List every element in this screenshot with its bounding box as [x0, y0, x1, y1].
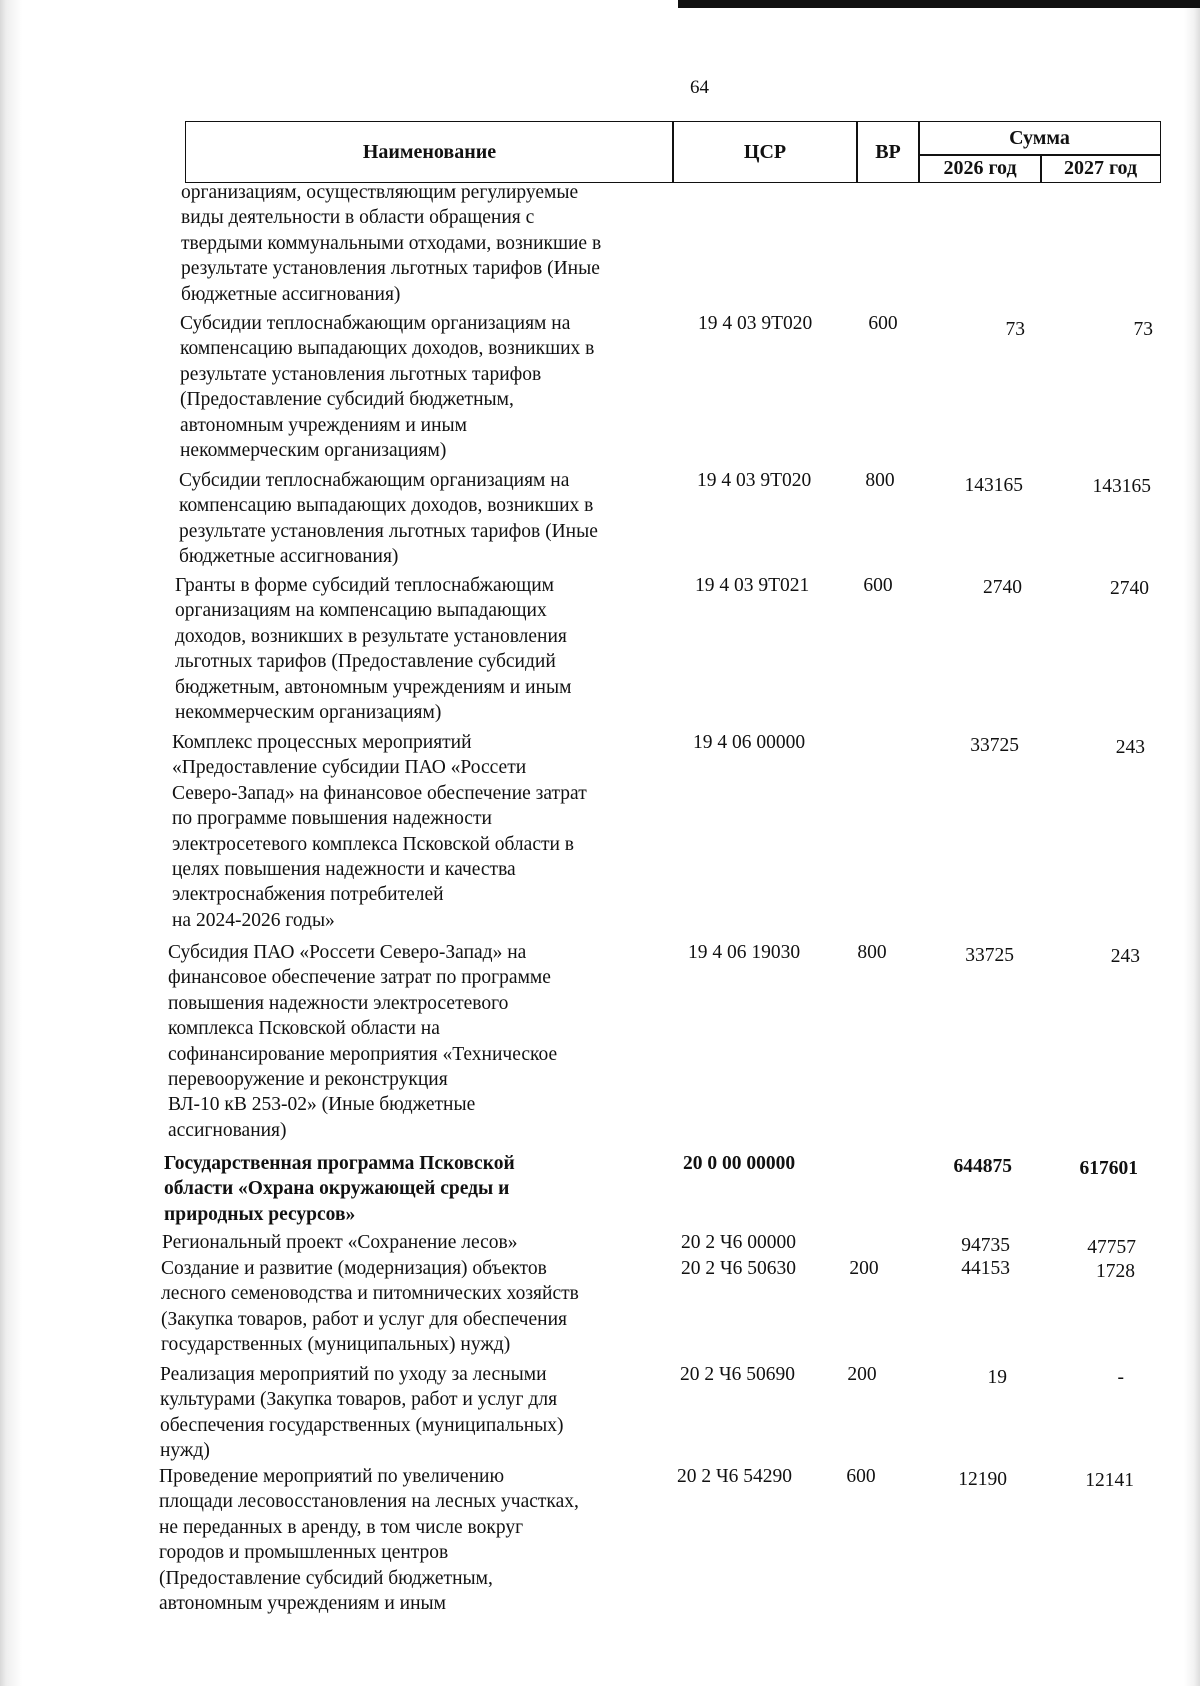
row-name-line: природных ресурсов» [164, 1203, 356, 1225]
row-vr: 600 [863, 575, 893, 596]
row-csr: 19 4 03 9Т021 [695, 575, 810, 596]
header-csr-cell [672, 121, 858, 183]
row-sum-2026: 19 [987, 1367, 1007, 1388]
header-year1-cell [918, 154, 1042, 183]
header-year2-cell [1040, 154, 1161, 183]
row-sum-2026: 2740 [983, 577, 1022, 598]
row-vr: 600 [846, 1466, 876, 1487]
header-year1: 2026 год [943, 157, 1017, 179]
row-name-line: Комплекс процессных мероприятий [172, 732, 472, 753]
row-sum-2027: 12141 [1085, 1470, 1134, 1491]
row-name-line: Субсидии теплоснабжающим организациям на [180, 313, 571, 334]
row-name [179, 468, 598, 570]
header-csr: ЦСР [743, 140, 787, 163]
row-name-line: электросетевого комплекса Псковской области в [172, 833, 575, 855]
row-name-line: электроснабжения потребителей [172, 884, 444, 906]
row-sum-2027: 143165 [1092, 476, 1151, 497]
row-name-line: на 2024-2026 годы» [172, 909, 335, 931]
row-name [160, 1362, 564, 1464]
row-sum-2026: 33725 [965, 945, 1014, 966]
row-sum-2027: - [1117, 1367, 1124, 1388]
row-name-line: компенсацию выпадающих доходов, возникших в [180, 338, 595, 360]
row-sum-2027: 243 [1115, 737, 1145, 758]
row-name-line: льготных тарифов (Предоставление субсидий [175, 651, 556, 673]
row-name-line: бюджетные ассигнования) [179, 546, 399, 568]
row-sum-2027: 617601 [1079, 1158, 1138, 1179]
row-name-line: софинансирование мероприятия «Техническое [168, 1043, 558, 1065]
row-name-line: результате установления льготных тарифов [180, 363, 542, 385]
row-sum-2027: 2740 [1110, 578, 1149, 599]
row-sum-2027: 243 [1110, 946, 1140, 967]
row-name [181, 180, 601, 307]
row-vr: 200 [849, 1258, 879, 1279]
row-name-line: результате установления льготных тарифов (Иные [181, 258, 600, 280]
row-name-line: твердыми коммунальными отходами, возникшие в [181, 232, 602, 254]
row-csr: 19 4 03 9Т020 [697, 470, 812, 491]
header-year2: 2027 год [1063, 157, 1138, 179]
row-name-line: Субсидии теплоснабжающим организациям на [179, 470, 570, 491]
row-csr: 20 2 Ч6 00000 [681, 1232, 797, 1253]
row-name-line: ВЛ-10 кВ 253-02» (Иные бюджетные [168, 1094, 476, 1116]
row-sum-2026: 73 [1005, 319, 1025, 340]
header-vr-cell [856, 121, 920, 183]
row-name-line: компенсацию выпадающих доходов, возникших в [179, 495, 594, 517]
header-name-cell [185, 121, 674, 183]
row-name-line: Реализация мероприятий по уходу за лесными [160, 1364, 547, 1385]
row-name [159, 1464, 579, 1616]
row-csr: 19 4 03 9Т020 [698, 313, 813, 334]
row-csr: 20 2 Ч6 54290 [677, 1466, 793, 1487]
row-name-line: обеспечения государственных (муниципальных) [160, 1414, 564, 1436]
row-name-line: культурами (Закупка товаров, работ и услуг для [160, 1389, 558, 1411]
row-name-line: (Предоставление субсидий бюджетным, [159, 1567, 493, 1589]
row-vr: 800 [865, 470, 895, 491]
row-name-line: городов и промышленных центров [159, 1542, 449, 1564]
row-name-line: (Предоставление субсидий бюджетным, [180, 389, 514, 411]
row-name-line: бюджетным, автономным учреждениям и иным [175, 676, 572, 698]
row-name-line: не переданных в аренду, в том числе вокруг [159, 1516, 524, 1538]
row-csr: 19 4 06 19030 [688, 942, 801, 963]
row-name-line: (Закупка товаров, работ и услуг для обеспечения [161, 1308, 567, 1330]
row-sum-2026: 33725 [970, 735, 1019, 756]
row-vr: 800 [857, 942, 887, 963]
row-name-line: комплекса Псковской области на [168, 1018, 440, 1040]
row-name [162, 1230, 518, 1255]
row-name-line: автономным учреждениям и иным [180, 414, 467, 436]
row-name-line: Государственная программа Псковской [164, 1153, 515, 1174]
row-name-line: государственных (муниципальных) нужд) [161, 1334, 511, 1356]
row-name [161, 1256, 579, 1358]
row-sum-2026: 44153 [961, 1258, 1010, 1279]
row-csr: 20 0 00 00000 [683, 1153, 796, 1174]
row-name-line: ассигнования) [168, 1119, 287, 1141]
row-name-line: повышения надежности электросетевого [168, 992, 509, 1014]
row-sum-2027: 73 [1133, 319, 1153, 340]
row-name-line: Северо-Запад» на финансовое обеспечение затрат [172, 782, 587, 804]
row-sum-2027: 47757 [1087, 1237, 1136, 1258]
row-vr: 200 [847, 1364, 877, 1385]
row-name-line: нужд) [160, 1440, 210, 1462]
row-csr: 20 2 Ч6 50630 [681, 1258, 797, 1279]
row-name-line: результате установления льготных тарифов (Иные [179, 520, 598, 542]
row-name [180, 311, 594, 463]
row-name-line: Региональный проект «Сохранение лесов» [162, 1232, 518, 1253]
scan-top-bar [678, 0, 1200, 8]
row-csr: 19 4 06 00000 [693, 732, 806, 753]
row-name-line: автономным учреждениям и иным [159, 1593, 446, 1615]
row-name-line: доходов, возникших в результате установления [175, 625, 567, 647]
row-name-line: организациям, осуществляющим регулируемые [181, 182, 579, 203]
row-sum-2026: 143165 [964, 475, 1023, 496]
row-name [175, 573, 571, 725]
row-name-line: области «Охрана окружающей среды и [164, 1178, 510, 1200]
row-name-line: некоммерческим организациям) [180, 440, 447, 462]
row-name-line: целях повышения надежности и качества [172, 859, 516, 881]
row-csr: 20 2 Ч6 50690 [680, 1364, 796, 1385]
row-name [164, 1151, 515, 1227]
row-vr: 600 [868, 313, 898, 334]
header-sum: Сумма [1009, 127, 1070, 149]
row-name-line: финансовое обеспечение затрат по программе [168, 967, 551, 989]
row-name-line: некоммерческим организациям) [175, 702, 442, 724]
row-name-line: Создание и развитие (модернизация) объектов [161, 1258, 547, 1279]
row-name [168, 940, 557, 1143]
row-sum-2026: 12190 [958, 1469, 1007, 1490]
row-sum-2027: 1728 [1096, 1261, 1135, 1282]
row-sum-2026: 94735 [961, 1235, 1010, 1256]
header-name: Наименование [362, 140, 497, 163]
row-name-line: площади лесовосстановления на лесных участках, [159, 1491, 579, 1513]
row-sum-2026: 644875 [953, 1156, 1012, 1177]
scan-left-edge [0, 0, 22, 1686]
page-number: 64 [690, 77, 709, 98]
row-name-line: «Предоставление субсидии ПАО «Россети [172, 757, 527, 779]
row-name-line: организациям на компенсацию выпадающих [175, 600, 547, 622]
row-name-line: перевооружение и реконструкция [168, 1069, 448, 1091]
row-name-line: Проведение мероприятий по увеличению [159, 1466, 505, 1487]
row-name-line: Гранты в форме субсидий теплоснабжающим [175, 575, 554, 596]
header-sum-cell [918, 121, 1161, 156]
row-name [172, 730, 587, 933]
row-name-line: Субсидия ПАО «Россети Северо-Запад» на [168, 942, 527, 963]
row-name-line: лесного семеноводства и питомнических хозяйств [161, 1283, 579, 1305]
header-vr: ВР [875, 140, 901, 163]
row-name-line: бюджетные ассигнования) [181, 283, 401, 305]
scan-right-edge [1184, 0, 1200, 1686]
row-name-line: виды деятельности в области обращения с [181, 207, 535, 229]
row-name-line: по программе повышения надежности [172, 808, 492, 830]
